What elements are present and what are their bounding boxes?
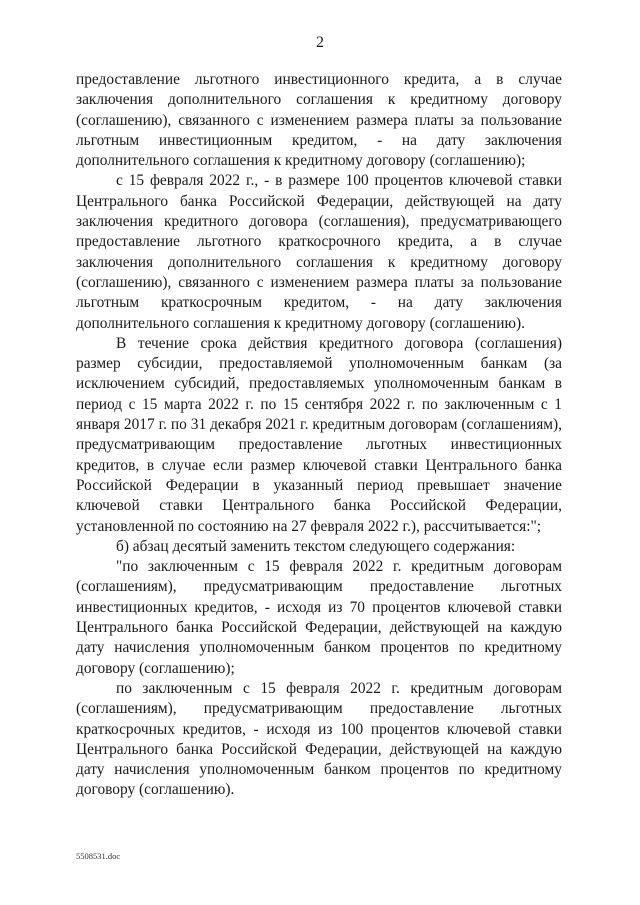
paragraph-2: с 15 февраля 2022 г., - в размере 100 процентов ключевой ставки Центрального банка Российской Федерации, действующей на дату заключения кредитного договора (соглашения), предусматривающего предоставление льготного краткосрочного кредита, а в случае заключения дополнительного соглашения к кредитному договору (соглашению), связанного с изменением размера платы за пользование льготным краткосрочным кредитом, - на дату заключения дополнительного соглашения к кредитному договору (соглашению). [76,172,562,332]
file-name-footer: 5508531.doc [76,851,121,861]
paragraph-5: "по заключенным с 15 февраля 2022 г. кредитным договорам (соглашениям), предусматривающим предоставление льготных инвестиционных кредитов, - исходя из 70 процентов ключевой ставки Центрального банка Российской Федерации, действующей на каждую дату начисления уполномоченным банком процентов по кредитному договору (соглашению); [76,558,562,677]
paragraph-1: предоставление льготного инвестиционного кредита, а в случае заключения дополнительного соглашения к кредитному договору (соглашению), связанного с изменением размера платы за пользование льготным инвестиционным кредитом, - на дату заключения дополнительного соглашения к кредитному договору (соглашению); [76,71,562,170]
page-number: 2 [316,34,324,51]
paragraph-4: б) абзац десятый заменить текстом следующего содержания: [116,537,516,555]
body-text [76,70,562,801]
paragraph-6: по заключенным с 15 февраля 2022 г. кредитным договорам (соглашениям), предусматривающим предоставление льготных краткосрочных кредитов, - исходя из 100 процентов ключевой ставки Центрального банка Российской Федерации, действующей на каждую дату начисления уполномоченным банком процентов по кредитному договору (соглашению). [76,679,562,799]
paragraph-3: В течение срока действия кредитного договора (соглашения) размер субсидии, предоставляемой уполномоченным банкам (за исключением субсидий, предоставляемых уполномоченным банкам в период с 15 марта 2022 г. по 15 сентября 2022 г. по заключенным с 1 января 2017 г. по 31 декабря 2021 г. кредитным договорам (соглашениям), предусматривающим предоставление льготных инвестиционных кредитов, в случае если размер ключевой ставки Центрального банка Российской Федерации в указанный период превышает значение ключевой ставки Центрального банка Российской Федерации, установленной по состоянию на 27 февраля 2022 г.), рассчитывается:"; [76,334,562,535]
